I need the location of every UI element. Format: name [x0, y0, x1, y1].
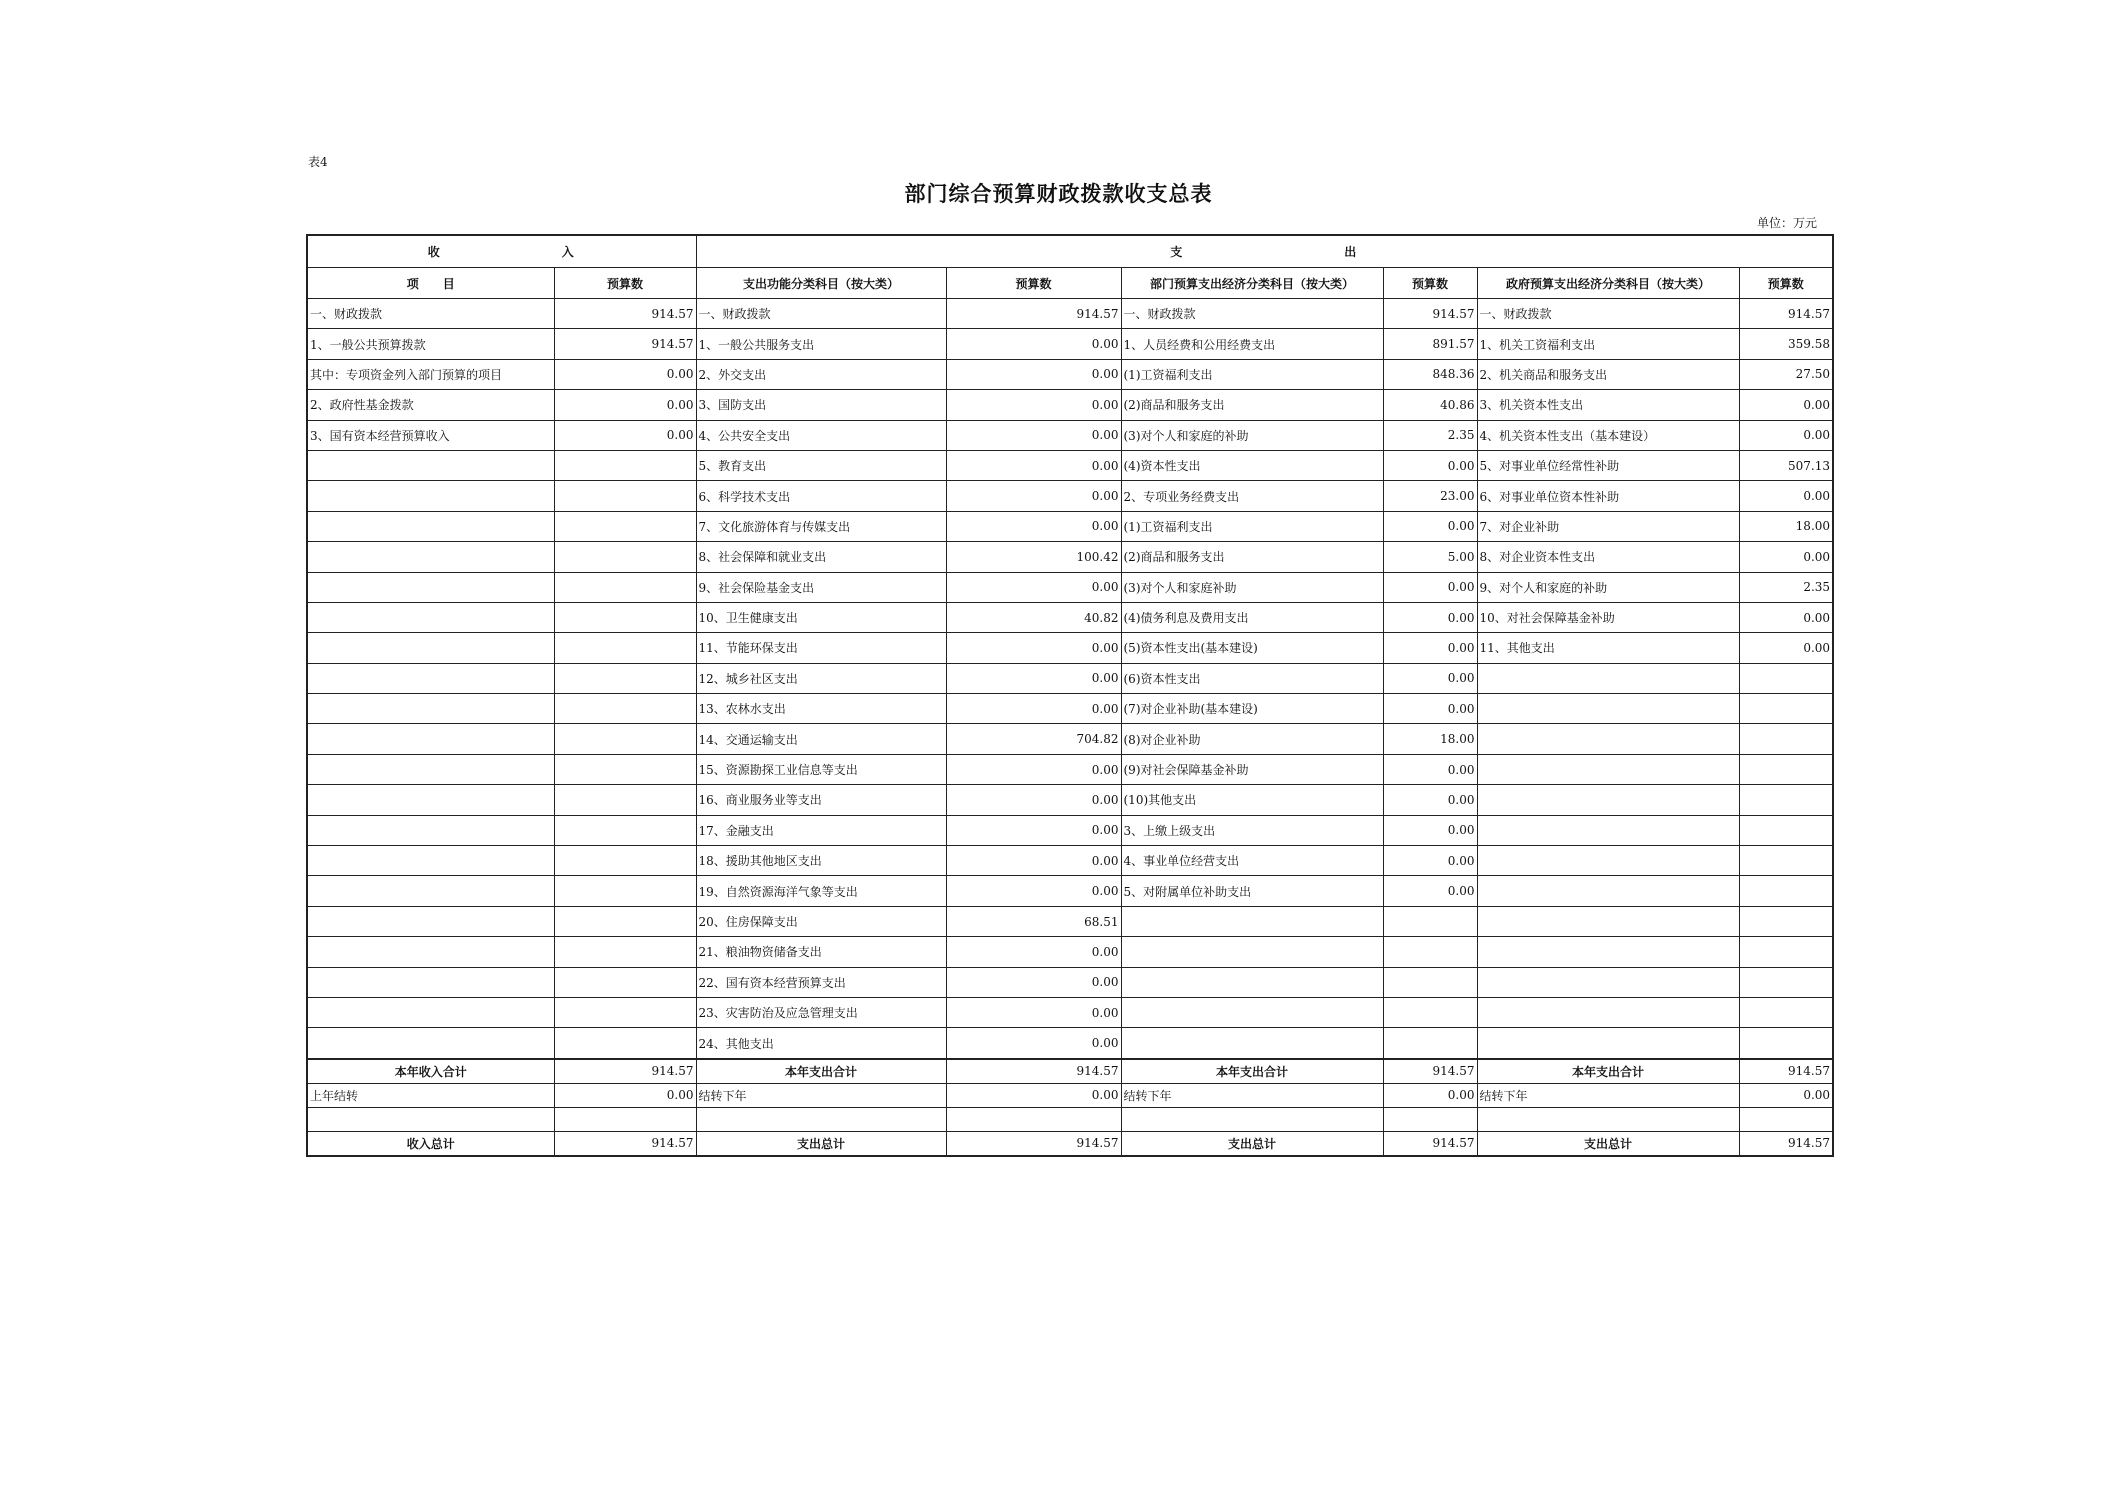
item-cell: (5)资本性支出(基本建设)	[1121, 633, 1383, 663]
amount-cell: 0.00	[1383, 572, 1477, 602]
item-cell	[307, 542, 554, 572]
item-cell: 一、财政拨款	[307, 299, 554, 329]
amount-cell	[1739, 754, 1833, 784]
item-cell	[307, 876, 554, 906]
total-label: 本年收入合计	[307, 1059, 554, 1084]
amount-cell: 359.58	[1739, 329, 1833, 359]
table-row	[307, 694, 1833, 724]
table-row	[307, 572, 1833, 602]
amount-cell	[554, 815, 696, 845]
amount-cell: 40.86	[1383, 390, 1477, 420]
item-cell	[1121, 1028, 1383, 1059]
amount-cell: 0.00	[946, 785, 1121, 815]
header-function-item: 支出功能分类科目（按大类）	[696, 268, 946, 299]
table-row	[307, 420, 1833, 450]
amount-cell: 0.00	[1383, 876, 1477, 906]
item-cell: 2、政府性基金拨款	[307, 390, 554, 420]
amount-cell: 23.00	[1383, 481, 1477, 511]
table-row	[307, 329, 1833, 359]
amount-cell	[554, 906, 696, 936]
amount-cell	[554, 937, 696, 967]
amount-cell	[554, 694, 696, 724]
amount-cell: 0.00	[1383, 785, 1477, 815]
blank-row	[307, 1107, 1833, 1131]
amount-cell: 0.00	[946, 572, 1121, 602]
income-band	[307, 235, 696, 268]
amount-cell	[1383, 906, 1477, 936]
amount-cell: 0.00	[946, 694, 1121, 724]
amount-cell: 0.00	[1383, 633, 1477, 663]
amount-cell	[554, 481, 696, 511]
item-cell: 一、财政拨款	[1477, 299, 1739, 329]
item-cell: 9、对个人和家庭的补助	[1477, 572, 1739, 602]
amount-cell: 0.00	[1383, 663, 1477, 693]
amount-cell: 40.82	[946, 602, 1121, 632]
item-cell: 20、住房保障支出	[696, 906, 946, 936]
item-cell: 一、财政拨款	[1121, 299, 1383, 329]
item-cell	[1121, 906, 1383, 936]
carry-value: 0.00	[946, 1083, 1121, 1107]
total-value: 914.57	[554, 1059, 696, 1084]
item-cell: 23、灾害防治及应急管理支出	[696, 997, 946, 1027]
band-row	[307, 235, 1833, 268]
item-cell	[1477, 724, 1739, 754]
amount-cell: 704.82	[946, 724, 1121, 754]
item-cell	[307, 724, 554, 754]
item-cell: (8)对企业补助	[1121, 724, 1383, 754]
item-cell	[307, 997, 554, 1027]
amount-cell	[1383, 967, 1477, 997]
item-cell	[1477, 937, 1739, 967]
amount-cell: 0.00	[946, 1028, 1121, 1059]
amount-cell	[554, 572, 696, 602]
amount-cell: 0.00	[1383, 754, 1477, 784]
amount-cell	[1739, 724, 1833, 754]
item-cell	[1477, 663, 1739, 693]
table-row	[307, 815, 1833, 845]
amount-cell	[1739, 906, 1833, 936]
amount-cell: 68.51	[946, 906, 1121, 936]
table-row	[307, 359, 1833, 389]
item-cell: 一、财政拨款	[696, 299, 946, 329]
item-cell: 10、对社会保障基金补助	[1477, 602, 1739, 632]
item-cell	[307, 450, 554, 480]
header-income-item: 项 目	[307, 268, 554, 299]
carry-label: 结转下年	[1121, 1083, 1383, 1107]
item-cell	[1121, 937, 1383, 967]
grand-label: 支出总计	[1121, 1131, 1383, 1156]
item-cell: 2、机关商品和服务支出	[1477, 359, 1739, 389]
table-row	[307, 542, 1833, 572]
table-row	[307, 846, 1833, 876]
item-cell	[307, 1028, 554, 1059]
item-cell: 5、教育支出	[696, 450, 946, 480]
item-cell	[307, 754, 554, 784]
expense-band-char-1: 支	[1170, 245, 1185, 259]
item-cell: (9)对社会保障基金补助	[1121, 754, 1383, 784]
amount-cell	[1739, 876, 1833, 906]
grand-label: 支出总计	[696, 1131, 946, 1156]
amount-cell: 891.57	[1383, 329, 1477, 359]
page-title: 部门综合预算财政拨款收支总表	[904, 182, 1213, 206]
item-cell	[1477, 815, 1739, 845]
item-cell: 5、对附属单位补助支出	[1121, 876, 1383, 906]
amount-cell: 18.00	[1739, 511, 1833, 541]
item-cell	[307, 602, 554, 632]
amount-cell	[1739, 785, 1833, 815]
amount-cell	[1739, 815, 1833, 845]
total-value: 914.57	[946, 1059, 1121, 1084]
header-gov-econ-item: 政府预算支出经济分类科目（按大类）	[1477, 268, 1739, 299]
table-row	[307, 299, 1833, 329]
amount-cell: 0.00	[1383, 511, 1477, 541]
item-cell: 4、公共安全支出	[696, 420, 946, 450]
amount-cell	[1739, 967, 1833, 997]
item-cell: 2、外交支出	[696, 359, 946, 389]
amount-cell	[1739, 663, 1833, 693]
item-cell: 18、援助其他地区支出	[696, 846, 946, 876]
item-cell: 5、对事业单位经常性补助	[1477, 450, 1739, 480]
item-cell: 2、专项业务经费支出	[1121, 481, 1383, 511]
total-value: 914.57	[1383, 1059, 1477, 1084]
item-cell: (2)商品和服务支出	[1121, 542, 1383, 572]
amount-cell	[554, 663, 696, 693]
grand-total-row	[307, 1131, 1833, 1156]
amount-cell: 914.57	[554, 329, 696, 359]
amount-cell	[1739, 937, 1833, 967]
total-value: 914.57	[1739, 1059, 1833, 1084]
amount-cell: 18.00	[1383, 724, 1477, 754]
item-cell: 4、事业单位经营支出	[1121, 846, 1383, 876]
carry-label: 结转下年	[696, 1083, 946, 1107]
amount-cell	[554, 967, 696, 997]
table-row	[307, 997, 1833, 1027]
header-function-amount: 预算数	[946, 268, 1121, 299]
amount-cell: 0.00	[946, 846, 1121, 876]
amount-cell: 2.35	[1739, 572, 1833, 602]
item-cell: (6)资本性支出	[1121, 663, 1383, 693]
item-cell: 15、资源勘探工业信息等支出	[696, 754, 946, 784]
item-cell: 14、交通运输支出	[696, 724, 946, 754]
carry-label: 结转下年	[1477, 1083, 1739, 1107]
item-cell	[307, 967, 554, 997]
grand-value: 914.57	[1739, 1131, 1833, 1156]
amount-cell	[1739, 694, 1833, 724]
amount-cell: 5.00	[1383, 542, 1477, 572]
table-row	[307, 967, 1833, 997]
amount-cell: 0.00	[946, 815, 1121, 845]
amount-cell	[1739, 846, 1833, 876]
header-row	[307, 268, 1833, 299]
item-cell	[1477, 785, 1739, 815]
item-cell: 13、农林水支出	[696, 694, 946, 724]
item-cell: 6、科学技术支出	[696, 481, 946, 511]
table-row	[307, 663, 1833, 693]
amount-cell: 0.00	[554, 420, 696, 450]
table-row	[307, 724, 1833, 754]
table-row	[307, 511, 1833, 541]
amount-cell: 0.00	[1739, 420, 1833, 450]
item-cell: 3、国防支出	[696, 390, 946, 420]
amount-cell	[554, 511, 696, 541]
item-cell	[1477, 1028, 1739, 1059]
table-row	[307, 450, 1833, 480]
item-cell: 19、自然资源海洋气象等支出	[696, 876, 946, 906]
amount-cell	[554, 876, 696, 906]
amount-cell: 0.00	[554, 359, 696, 389]
item-cell: (4)债务利息及费用支出	[1121, 602, 1383, 632]
unit-label: 单位：万元	[1756, 216, 1817, 230]
amount-cell	[554, 450, 696, 480]
item-cell: 3、机关资本性支出	[1477, 390, 1739, 420]
item-cell: 16、商业服务业等支出	[696, 785, 946, 815]
item-cell	[307, 937, 554, 967]
item-cell: 4、机关资本性支出（基本建设）	[1477, 420, 1739, 450]
item-cell	[307, 846, 554, 876]
item-cell	[307, 785, 554, 815]
amount-cell: 0.00	[1739, 542, 1833, 572]
amount-cell: 100.42	[946, 542, 1121, 572]
item-cell	[1477, 876, 1739, 906]
item-cell: 8、社会保障和就业支出	[696, 542, 946, 572]
table-row	[307, 390, 1833, 420]
amount-cell: 0.00	[946, 481, 1121, 511]
total-label: 本年支出合计	[696, 1059, 946, 1084]
grand-value: 914.57	[946, 1131, 1121, 1156]
amount-cell: 0.00	[946, 329, 1121, 359]
item-cell	[1477, 846, 1739, 876]
item-cell: (3)对个人和家庭补助	[1121, 572, 1383, 602]
amount-cell: 0.00	[946, 967, 1121, 997]
income-band-char-2: 入	[561, 245, 576, 259]
item-cell	[1477, 694, 1739, 724]
item-cell: (7)对企业补助(基本建设)	[1121, 694, 1383, 724]
budget-table	[306, 234, 1834, 1157]
item-cell: 3、上缴上级支出	[1121, 815, 1383, 845]
total-label: 本年支出合计	[1477, 1059, 1739, 1084]
carry-value: 0.00	[1383, 1083, 1477, 1107]
item-cell	[1121, 997, 1383, 1027]
header-gov-econ-amount: 预算数	[1739, 268, 1833, 299]
amount-cell	[554, 785, 696, 815]
grand-label: 收入总计	[307, 1131, 554, 1156]
amount-cell	[554, 542, 696, 572]
table-row	[307, 602, 1833, 632]
item-cell	[1121, 967, 1383, 997]
item-cell: 17、金融支出	[696, 815, 946, 845]
item-cell	[1477, 997, 1739, 1027]
amount-cell: 0.00	[1739, 481, 1833, 511]
table-row	[307, 785, 1833, 815]
amount-cell: 0.00	[554, 390, 696, 420]
amount-cell: 0.00	[1383, 450, 1477, 480]
amount-cell: 27.50	[1739, 359, 1833, 389]
amount-cell	[1383, 997, 1477, 1027]
item-cell	[307, 815, 554, 845]
year-total-row	[307, 1059, 1833, 1084]
amount-cell: 0.00	[946, 420, 1121, 450]
item-cell: 10、卫生健康支出	[696, 602, 946, 632]
amount-cell	[554, 724, 696, 754]
item-cell: 1、机关工资福利支出	[1477, 329, 1739, 359]
carry-value: 0.00	[554, 1083, 696, 1107]
amount-cell: 0.00	[946, 754, 1121, 784]
amount-cell	[554, 1028, 696, 1059]
table-number: 表4	[308, 155, 328, 169]
amount-cell	[554, 846, 696, 876]
table-row	[307, 876, 1833, 906]
amount-cell: 914.57	[1739, 299, 1833, 329]
carry-over-row	[307, 1083, 1833, 1107]
table-row	[307, 754, 1833, 784]
item-cell: (4)资本性支出	[1121, 450, 1383, 480]
item-cell: (1)工资福利支出	[1121, 511, 1383, 541]
amount-cell	[554, 602, 696, 632]
item-cell	[1477, 754, 1739, 784]
total-label: 本年支出合计	[1121, 1059, 1383, 1084]
item-cell: 8、对企业资本性支出	[1477, 542, 1739, 572]
item-cell: (10)其他支出	[1121, 785, 1383, 815]
amount-cell	[1383, 937, 1477, 967]
amount-cell: 507.13	[1739, 450, 1833, 480]
item-cell: 1、一般公共预算拨款	[307, 329, 554, 359]
amount-cell: 848.36	[1383, 359, 1477, 389]
item-cell	[307, 633, 554, 663]
item-cell: 6、对事业单位资本性补助	[1477, 481, 1739, 511]
item-cell	[307, 663, 554, 693]
amount-cell: 0.00	[1739, 633, 1833, 663]
item-cell: 7、对企业补助	[1477, 511, 1739, 541]
amount-cell: 914.57	[1383, 299, 1477, 329]
amount-cell: 2.35	[1383, 420, 1477, 450]
item-cell: 7、文化旅游体育与传媒支出	[696, 511, 946, 541]
grand-value: 914.57	[1383, 1131, 1477, 1156]
amount-cell	[1739, 1028, 1833, 1059]
amount-cell: 0.00	[1739, 390, 1833, 420]
item-cell	[307, 511, 554, 541]
table-row	[307, 633, 1833, 663]
amount-cell: 0.00	[1383, 602, 1477, 632]
item-cell: 1、人员经费和公用经费支出	[1121, 329, 1383, 359]
item-cell: 21、粮油物资储备支出	[696, 937, 946, 967]
table-row	[307, 906, 1833, 936]
amount-cell: 0.00	[946, 937, 1121, 967]
amount-cell	[554, 633, 696, 663]
item-cell: 11、其他支出	[1477, 633, 1739, 663]
item-cell: 3、国有资本经营预算收入	[307, 420, 554, 450]
grand-value: 914.57	[554, 1131, 696, 1156]
item-cell: 其中：专项资金列入部门预算的项目	[307, 359, 554, 389]
item-cell	[307, 694, 554, 724]
amount-cell: 0.00	[1383, 815, 1477, 845]
amount-cell: 0.00	[1739, 602, 1833, 632]
amount-cell: 0.00	[946, 876, 1121, 906]
expense-band	[696, 235, 1833, 268]
item-cell: (3)对个人和家庭的补助	[1121, 420, 1383, 450]
header-income-amount: 预算数	[554, 268, 696, 299]
amount-cell: 0.00	[946, 359, 1121, 389]
grand-label: 支出总计	[1477, 1131, 1739, 1156]
amount-cell: 0.00	[946, 450, 1121, 480]
carry-value: 0.00	[1739, 1083, 1833, 1107]
amount-cell: 0.00	[946, 633, 1121, 663]
item-cell: 1、一般公共服务支出	[696, 329, 946, 359]
amount-cell	[1383, 1028, 1477, 1059]
table-row	[307, 1028, 1833, 1059]
header-dept-econ-item: 部门预算支出经济分类科目（按大类）	[1121, 268, 1383, 299]
amount-cell: 0.00	[946, 663, 1121, 693]
item-cell	[307, 572, 554, 602]
amount-cell: 0.00	[946, 390, 1121, 420]
item-cell	[307, 481, 554, 511]
carry-label: 上年结转	[307, 1083, 554, 1107]
expense-band-char-2: 出	[1344, 245, 1359, 259]
item-cell: 9、社会保险基金支出	[696, 572, 946, 602]
table-row	[307, 481, 1833, 511]
amount-cell: 0.00	[946, 997, 1121, 1027]
item-cell	[307, 906, 554, 936]
item-cell	[1477, 967, 1739, 997]
table-row	[307, 937, 1833, 967]
amount-cell: 914.57	[554, 299, 696, 329]
amount-cell	[554, 997, 696, 1027]
amount-cell: 914.57	[946, 299, 1121, 329]
amount-cell: 0.00	[1383, 846, 1477, 876]
income-band-char-1: 收	[427, 245, 442, 259]
header-dept-econ-amount: 预算数	[1383, 268, 1477, 299]
amount-cell	[1739, 997, 1833, 1027]
item-cell: 22、国有资本经营预算支出	[696, 967, 946, 997]
amount-cell: 0.00	[946, 511, 1121, 541]
item-cell	[1477, 906, 1739, 936]
item-cell: (2)商品和服务支出	[1121, 390, 1383, 420]
item-cell: 24、其他支出	[696, 1028, 946, 1059]
item-cell: 12、城乡社区支出	[696, 663, 946, 693]
item-cell: (1)工资福利支出	[1121, 359, 1383, 389]
amount-cell: 0.00	[1383, 694, 1477, 724]
amount-cell	[554, 754, 696, 784]
item-cell: 11、节能环保支出	[696, 633, 946, 663]
